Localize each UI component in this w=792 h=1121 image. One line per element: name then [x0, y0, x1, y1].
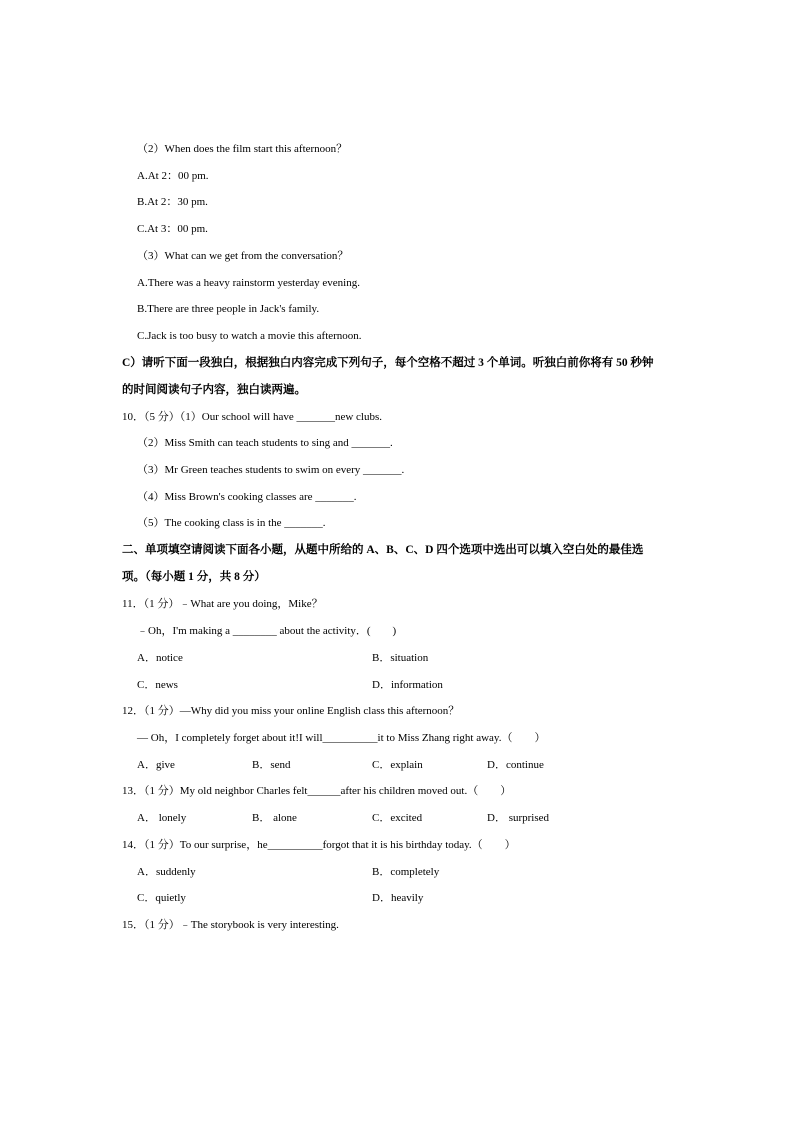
- q13-option-d: D． surprised: [487, 812, 550, 824]
- section-c-line-2: 的时间阅读句子内容，独白读两遍。: [122, 384, 306, 396]
- q15-stem: 15．（1 分）﹣The storybook is very interesting.: [122, 919, 339, 931]
- q9-sub3-option-a: A.There was a heavy rainstorm yesterday evening.: [137, 277, 360, 289]
- q14-option-a: A．suddenly: [137, 866, 196, 878]
- q13-option-b: B． alone: [252, 812, 297, 824]
- q9-sub3-stem: （3）What can we get from the conversation？: [137, 250, 349, 262]
- q11-stem-2: ﹣Oh，I'm making a ________ about the activity．( ): [137, 625, 397, 637]
- q13-option-c: C．excited: [372, 812, 423, 824]
- q11-option-d: D．information: [372, 679, 443, 691]
- q14-option-c: C．quietly: [137, 892, 186, 904]
- q14-stem: 14．（1 分）To our surprise，he__________forgot that it is his birthday today.（ ）: [122, 839, 516, 851]
- part-2-line-1: 二、单项填空请阅读下面各小题，从题中所给的 A、B、C、D 四个选项中选出可以填入空白处的最佳选: [122, 544, 644, 556]
- q11-stem: 11．（1 分）﹣What are you doing，Mike？: [122, 598, 323, 610]
- q9-sub2-option-a: A.At 2：00 pm.: [137, 170, 209, 182]
- part-2-line-2: 项。（每小题 1 分，共 8 分）: [122, 571, 266, 583]
- q10-item-1: 10．（5 分）（1）Our school will have _______new clubs.: [122, 411, 382, 423]
- q11-option-b: B．situation: [372, 652, 429, 664]
- q12-option-b: B．send: [252, 759, 291, 771]
- q12-stem: 12．（1 分）—Why did you miss your online English class this afternoon？: [122, 705, 460, 717]
- q9-sub3-option-c: C.Jack is too busy to watch a movie this afternoon.: [137, 330, 362, 342]
- q10-item-3: （3）Mr Green teaches students to swim on every _______.: [137, 464, 405, 476]
- q11-option-a: A．notice: [137, 652, 183, 664]
- q12-option-c: C．explain: [372, 759, 423, 771]
- section-c-line-1: C）请听下面一段独白，根据独白内容完成下列句子，每个空格不超过 3 个单词。听独白前你将有 50 秒钟: [122, 357, 654, 369]
- q9-sub2-stem: （2）When does the film start this afternoon？: [137, 143, 348, 155]
- q9-sub2-option-c: C.At 3：00 pm.: [137, 223, 208, 235]
- q14-option-b: B．completely: [372, 866, 440, 878]
- q12-option-d: D．continue: [487, 759, 544, 771]
- q9-sub3-option-b: B.There are three people in Jack's family.: [137, 303, 320, 315]
- q9-sub2-option-b: B.At 2：30 pm.: [137, 196, 208, 208]
- q10-item-5: （5）The cooking class is in the _______.: [137, 517, 326, 529]
- q10-item-4: （4）Miss Brown's cooking classes are _______.: [137, 491, 357, 503]
- q13-option-a: A． lonely: [137, 812, 187, 824]
- q11-option-c: C．news: [137, 679, 178, 691]
- q13-stem: 13．（1 分）My old neighbor Charles felt______after his children moved out.（ ）: [122, 785, 512, 797]
- q12-option-a: A．give: [137, 759, 175, 771]
- q12-stem-2: — Oh，I completely forget about it!I will__________it to Miss Zhang right away.（ ）: [137, 732, 546, 744]
- q10-item-2: （2）Miss Smith can teach students to sing and _______.: [137, 437, 393, 449]
- q14-option-d: D．heavily: [372, 892, 424, 904]
